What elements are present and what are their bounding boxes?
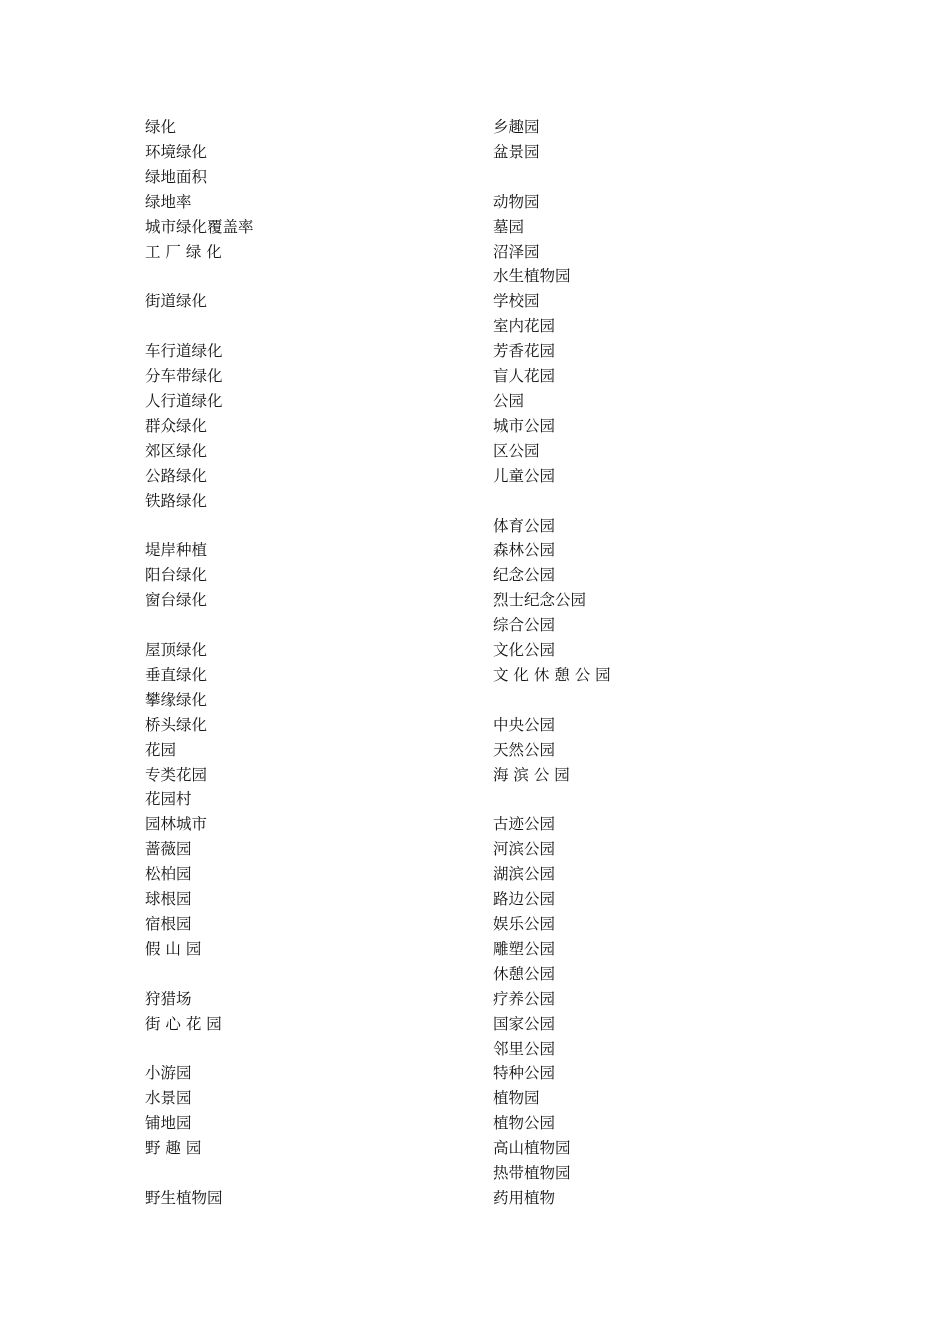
term-item: 河滨公园 xyxy=(493,840,556,859)
term-item: 盆景园 xyxy=(493,142,540,161)
term-item xyxy=(145,962,465,987)
term-item: 娱乐公园 xyxy=(493,915,556,933)
term-item: 休憩公园 xyxy=(493,964,556,983)
term-item: 体育公园 xyxy=(493,516,556,535)
term-item xyxy=(145,514,465,539)
term-item: 专类花园 xyxy=(145,765,208,784)
term-item: 花园村 xyxy=(145,790,192,809)
term-item: 堤岸种植 xyxy=(145,541,208,560)
term-item: 区公园 xyxy=(493,441,540,460)
term-item: 车行道绿化 xyxy=(145,342,223,361)
term-item: 植物公园 xyxy=(493,1114,556,1133)
term-item: 松柏园 xyxy=(145,865,192,884)
term-item: 中央公园 xyxy=(493,715,556,734)
term-item: 假 山 园 xyxy=(145,939,202,958)
term-item: 文化公园 xyxy=(493,641,556,660)
term-item: 动物园 xyxy=(493,192,540,211)
right-term-list xyxy=(493,115,813,1211)
term-item: 园林城市 xyxy=(145,815,208,834)
term-item: 公路绿化 xyxy=(145,466,208,485)
term-item: 特种公园 xyxy=(493,1064,556,1083)
term-item: 绿化 xyxy=(145,118,177,136)
term-item: 狩猎场 xyxy=(145,989,192,1008)
term-item xyxy=(145,1037,465,1062)
term-item: 铁路绿化 xyxy=(145,491,208,510)
term-item: 墓园 xyxy=(493,217,525,236)
term-item: 植物园 xyxy=(493,1089,540,1108)
term-item: 路边公园 xyxy=(493,890,556,909)
term-item xyxy=(145,264,465,289)
term-item: 工 厂 绿 化 xyxy=(145,242,222,261)
term-item: 野生植物园 xyxy=(145,1188,223,1207)
term-item: 芳香花园 xyxy=(493,342,556,361)
term-item: 湖滨公园 xyxy=(493,865,556,884)
term-item: 城市公园 xyxy=(493,416,556,435)
term-item: 铺地园 xyxy=(145,1114,192,1133)
term-item: 攀缘绿化 xyxy=(145,690,208,709)
term-item: 街道绿化 xyxy=(145,292,208,311)
term-item: 街 心 花 园 xyxy=(145,1014,222,1033)
term-item xyxy=(493,489,813,514)
term-item: 窗台绿化 xyxy=(145,591,208,610)
term-item: 垂直绿化 xyxy=(145,665,208,684)
term-item: 高山植物园 xyxy=(493,1139,571,1158)
term-item: 海 滨 公 园 xyxy=(493,765,570,784)
term-item: 综合公园 xyxy=(493,616,556,635)
term-item: 蔷薇园 xyxy=(145,840,192,859)
term-item: 沼泽园 xyxy=(493,242,540,261)
term-item: 雕塑公园 xyxy=(493,939,556,958)
term-item: 分车带绿化 xyxy=(145,367,223,386)
term-item: 人行道绿化 xyxy=(145,391,223,410)
term-item: 城市绿化覆盖率 xyxy=(145,217,254,236)
term-item xyxy=(145,613,465,638)
term-item: 桥头绿化 xyxy=(145,715,208,734)
term-item xyxy=(145,314,465,339)
term-item: 药用植物 xyxy=(493,1188,556,1207)
term-item xyxy=(493,688,813,713)
term-item: 花园 xyxy=(145,740,177,759)
term-item: 室内花园 xyxy=(493,317,556,336)
term-item: 宿根园 xyxy=(145,915,192,933)
term-item xyxy=(493,787,813,812)
term-item: 文 化 休 憩 公 园 xyxy=(493,665,611,684)
term-item: 环境绿化 xyxy=(145,142,208,161)
term-item: 疗养公园 xyxy=(493,989,556,1008)
term-item: 水生植物园 xyxy=(493,267,571,286)
term-item: 热带植物园 xyxy=(493,1164,571,1183)
term-item: 公园 xyxy=(493,391,525,410)
term-item: 绿地率 xyxy=(145,192,192,211)
term-item: 屋顶绿化 xyxy=(145,641,208,660)
term-item: 群众绿化 xyxy=(145,416,208,435)
term-item: 绿地面积 xyxy=(145,167,208,186)
term-item: 乡趣园 xyxy=(493,118,540,136)
term-item xyxy=(145,1161,465,1186)
term-item: 球根园 xyxy=(145,890,192,909)
term-item: 烈士纪念公园 xyxy=(493,591,587,610)
term-item: 学校园 xyxy=(493,292,540,311)
term-item: 水景园 xyxy=(145,1089,192,1108)
term-item xyxy=(493,165,813,190)
term-item: 盲人花园 xyxy=(493,367,556,386)
term-item: 阳台绿化 xyxy=(145,566,208,585)
term-item: 纪念公园 xyxy=(493,566,556,585)
term-item: 森林公园 xyxy=(493,541,556,560)
term-item: 郊区绿化 xyxy=(145,441,208,460)
term-item: 古迹公园 xyxy=(493,815,556,834)
term-item: 天然公园 xyxy=(493,740,556,759)
term-item: 邻里公园 xyxy=(493,1039,556,1058)
term-item: 国家公园 xyxy=(493,1014,556,1033)
term-item: 儿童公园 xyxy=(493,466,556,485)
left-term-list xyxy=(145,115,465,1211)
term-item: 小游园 xyxy=(145,1064,192,1083)
term-item: 野 趣 园 xyxy=(145,1139,202,1158)
